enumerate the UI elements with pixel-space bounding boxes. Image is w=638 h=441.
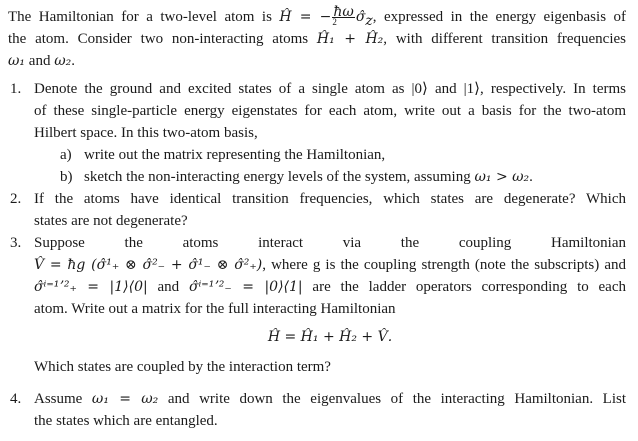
intro-paragraph: [8, 6, 626, 72]
question-1-line-1: Denote the ground and excited states of a single atom as |0⟩ and |1⟩, respectively. In terms: [34, 81, 626, 97]
intro-line-2: the atom. Consider two non-interacting atoms Ĥ₁ + Ĥ₂, with different transition frequencies: [8, 31, 626, 47]
question-number: 3.: [10, 235, 22, 251]
question-2-line-1: If the atoms have identical transition frequencies, which states are degenerate? Which: [34, 191, 626, 207]
question-1: [8, 78, 626, 188]
question-3: [8, 232, 626, 378]
sub-label: a): [60, 147, 72, 163]
spacer: [8, 378, 626, 388]
question-1-line-3: Hilbert space. In this two-atom basis,: [34, 125, 258, 141]
intro-line-1: The Hamiltonian for a two-level atom is Ĥ = − $\frac{ħ\omega}{2}$ $\sigmâ_z$, expressed in the energy eigenbasis of: [8, 4, 626, 29]
full-hamiltonian-equation: Ĥ = Ĥ₁ + Ĥ₂ + V̂.: [267, 329, 393, 345]
question-1-line-2: of these single-particle energy eigenstates for each atom, write out a basis for the two-atom: [34, 103, 626, 119]
question-3-line-3: σ̂ⁱ⁼¹ʼ²₊ = |1⟩⟨0| and σ̂ⁱ⁼¹ʼ²₋ = |0⟩⟨1| are the ladder operators corresponding to each: [34, 279, 626, 295]
sub-label: b): [60, 169, 73, 185]
question-2-line-2: states are not degenerate?: [34, 213, 188, 229]
question-4-line-2: the states which are entangled.: [34, 413, 218, 429]
question-2: [8, 188, 626, 232]
question-1b: b) sketch the non-interacting energy levels of the system, assuming ω₁ > ω₂.: [34, 166, 626, 188]
question-1a: a) write out the matrix representing the Hamiltonian,: [34, 144, 626, 166]
question-3-line-2: V̂ = ħg (σ̂¹₊ ⊗ σ̂²₋ + σ̂¹₋ ⊗ σ̂²₊), where g is the coupling strength (note the subscripts) and: [34, 257, 626, 273]
question-4-line-1: Assume ω₁ = ω₂ and write down the eigenvalues of the interacting Hamiltonian. List: [34, 391, 627, 407]
intro-line-3: ω₁ and ω₂.: [8, 53, 75, 69]
question-3-followup: Which states are coupled by the interaction term?: [34, 359, 331, 375]
question-4: [8, 388, 626, 432]
question-number: 2.: [10, 191, 22, 207]
question-3-line-1: Suppose the atoms interact via the coupling Hamiltonian: [34, 235, 626, 251]
question-number: 4.: [10, 391, 22, 407]
question-3-line-4: atom. Write out a matrix for the full interacting Hamiltonian: [34, 301, 396, 317]
question-number: 1.: [10, 81, 22, 97]
hbar-omega-over-two-fraction: $\frac{ħ\omega}{2}$: [332, 4, 354, 28]
